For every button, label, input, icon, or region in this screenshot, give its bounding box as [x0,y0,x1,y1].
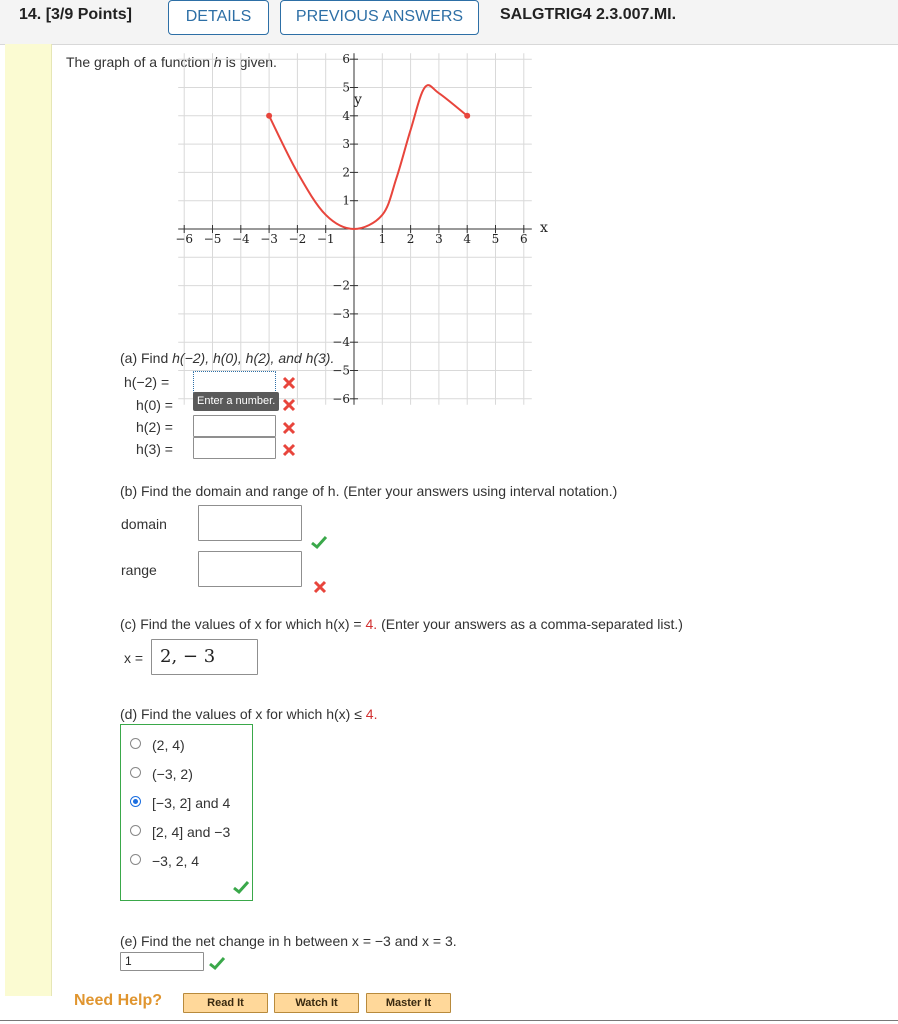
part-e-prompt: (e) Find the net change in h between x = −3 and x = 3. [120,933,457,949]
x-tick-label: −1 [316,232,335,246]
h3-input[interactable] [193,437,276,459]
x-tick-label: −6 [175,232,194,246]
correct-check-icon [232,880,250,894]
part-d-choices-box [120,724,253,901]
curve-endpoint-left [266,113,272,119]
x-values-input[interactable]: 2, − 3 [151,639,258,675]
wrong-x-icon [282,443,296,457]
previous-answers-button[interactable]: PREVIOUS ANSWERS [280,0,479,35]
part-b-prompt: (b) Find the domain and range of h. (Enter your answers using interval notation.) [120,483,618,499]
y-tick-label: 5 [342,80,350,95]
x-tick-label: 4 [463,232,472,246]
part-d-prompt: (d) Find the values of x for which h(x) ≤ 4. [120,706,378,722]
range-label: range [121,562,157,578]
read-it-button[interactable]: Read It [183,993,268,1013]
radio-button[interactable] [130,738,141,749]
y-tick-label: −6 [332,391,350,406]
x-tick-label: −4 [231,232,250,246]
radio-button-selected[interactable] [130,796,141,807]
y-tick-label: 2 [342,165,350,180]
x-tick-label: 6 [519,232,528,246]
y-tick-label: 4 [342,108,350,123]
y-tick-label: 6 [342,52,350,67]
watch-it-button[interactable]: Watch It [274,993,359,1013]
wrong-x-icon [282,376,296,390]
domain-input[interactable] [198,505,302,541]
radio-button[interactable] [130,767,141,778]
x-tick-label: 3 [435,232,443,246]
domain-label: domain [121,516,167,532]
problem-code: SALGTRIG4 2.3.007.MI. [500,6,677,23]
y-tick-label: −4 [332,335,350,350]
x-tick-label: −5 [203,232,222,246]
correct-check-icon [310,535,328,549]
question-number: 14. [3/9 Points] [19,6,132,23]
x-tick-label: 2 [406,232,415,246]
need-help-title: Need Help? [74,992,163,1009]
curve-endpoint-right [464,113,470,119]
x-tick-label: 1 [378,232,387,246]
h2-input[interactable] [193,415,276,437]
x-tick-label: 5 [491,232,500,246]
part-c-x-label: x = [124,650,144,666]
part-a-label-h0: h(0) = [136,397,173,413]
question-header [0,0,898,45]
y-tick-label: 1 [342,193,350,208]
x-tick-label: −3 [260,232,278,246]
range-input[interactable] [198,551,302,587]
x-tick-label: −2 [288,232,307,246]
radio-button[interactable] [130,825,141,836]
y-axis-label: y [354,92,362,108]
y-tick-label: 3 [342,137,350,152]
question-side-strip [5,44,52,996]
page-divider [0,1020,898,1021]
enter-number-tooltip: Enter a number. [193,392,279,411]
wrong-x-icon [282,398,296,412]
graph-curve-h [269,85,467,229]
part-a-label-hm2: h(−2) = [124,374,170,390]
intro-text: The graph of a function h is given. [66,54,277,70]
y-tick-label: −3 [332,306,350,321]
part-a-label-h2: h(2) = [136,419,173,435]
wrong-x-icon [313,580,327,594]
correct-check-icon [208,956,226,970]
radio-button[interactable] [130,854,141,865]
h-neg2-input[interactable] [193,371,276,393]
x-axis-label: x [540,220,548,236]
y-tick-label: −5 [332,363,350,378]
wrong-x-icon [282,421,296,435]
details-button[interactable]: DETAILS [168,0,269,35]
y-tick-label: −2 [332,278,350,293]
part-a-prompt: (a) Find h(−2), h(0), h(2), and h(3). [120,350,335,366]
net-change-input[interactable]: 1 [120,952,204,971]
master-it-button[interactable]: Master It [366,993,451,1013]
part-c-prompt: (c) Find the values of x for which h(x) = 4. (Enter your answers as a comma-separated list.) [120,616,683,632]
part-a-label-h3: h(3) = [136,441,173,457]
